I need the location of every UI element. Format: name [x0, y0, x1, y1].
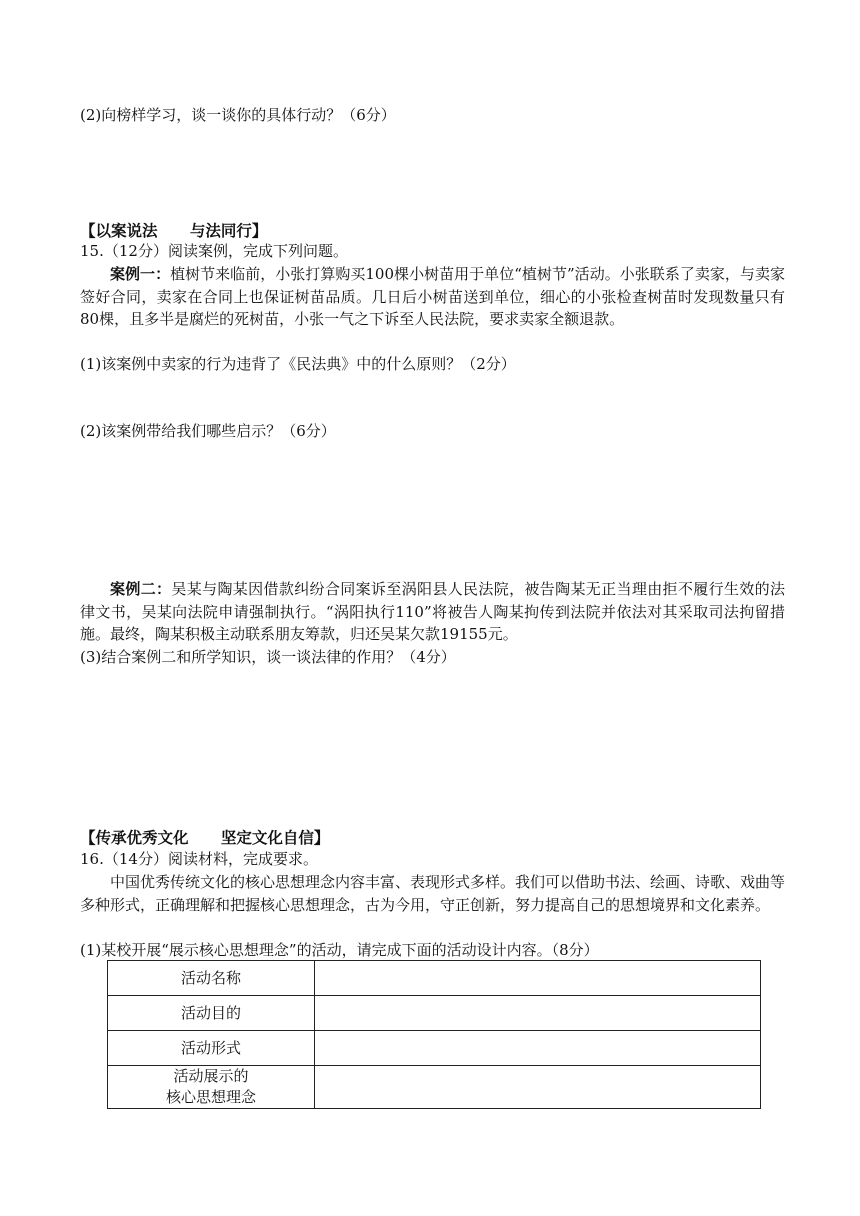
- case-2-text: [80, 578, 785, 646]
- section-heading-law: [80, 219, 267, 241]
- case-2-label: 案例二：: [110, 580, 172, 598]
- table-row: [108, 1031, 761, 1066]
- activity-purpose-label: 活动目的: [108, 996, 315, 1031]
- case-1-body: 植树节来临前，小张打算购买100棵小树苗用于单位“植树节”活动。小张联系了卖家，与卖家签好合同，卖家在合同上也保证树苗品质。几日后小树苗送到单位，细心的小张检查树苗时发现数量只有80棵，且多半是腐烂的死树苗，小张一气之下诉至人民法院，要求卖家全额退款。: [80, 265, 785, 328]
- activity-design-table: [107, 960, 761, 1109]
- core-concept-label: [108, 1066, 315, 1109]
- core-concept-label-line1: 活动展示的: [173, 1067, 249, 1085]
- question-16-material: 中国优秀传统文化的核心思想理念内容丰富、表现形式多样。我们可以借助书法、绘画、诗歌、戏曲等多种形式，正确理解和把握核心思想理念，古为今用，守正创新，努力提高自己的思想境界和文化素养。: [80, 873, 786, 914]
- section-heading-culture: [80, 826, 329, 848]
- question-15-stem: 15.（12分）阅读案例，完成下列问题。: [80, 242, 348, 260]
- activity-name-answer-cell[interactable]: [315, 961, 761, 996]
- question-16-stem: 16.（14分）阅读材料，完成要求。: [80, 850, 318, 868]
- activity-purpose-answer-cell[interactable]: [315, 996, 761, 1031]
- activity-form-answer-cell[interactable]: [315, 1031, 761, 1066]
- section-heading-culture-left: 【传承优秀文化: [80, 829, 189, 847]
- section-heading-culture-right: 坚定文化自信】: [220, 829, 330, 847]
- case-2-body: 吴某与陶某因借款纠纷合同案诉至涡阳县人民法院，被告陶某无正当理由拒不履行生效的法律文书，吴某向法院申请强制执行。“涡阳执行110”将被告人陶某拘传到法院并依法对其采取司法拘留措施。最终，陶某积极主动联系朋友筹款，归还吴某欠款19155元。: [80, 580, 785, 643]
- core-concept-label-line2: 核心思想理念: [165, 1088, 256, 1106]
- question-14-2: (2)向榜样学习，谈一谈你的具体行动？（6分）: [80, 106, 396, 124]
- core-concept-answer-cell[interactable]: [315, 1066, 761, 1109]
- case-1-label: 案例一：: [110, 265, 171, 283]
- activity-name-label: 活动名称: [108, 961, 315, 996]
- case-1-text: [80, 263, 785, 331]
- table-row: [108, 961, 761, 996]
- table-row: [108, 996, 761, 1031]
- question-15-1: (1)该案例中卖家的行为违背了《民法典》中的什么原则？（2分）: [80, 355, 516, 373]
- section-heading-law-left: 【以案说法: [80, 222, 158, 240]
- question-15-2: (2)该案例带给我们哪些启示？（6分）: [80, 422, 336, 440]
- question-16-1: (1)某校开展“展示核心思想理念”的活动，请完成下面的活动设计内容。（8分）: [80, 941, 599, 959]
- section-heading-law-right: 与法同行】: [189, 222, 268, 240]
- question-15-3: (3)结合案例二和所学知识，谈一谈法律的作用？（4分）: [80, 648, 456, 666]
- table-row: [108, 1066, 761, 1109]
- activity-form-label: 活动形式: [108, 1031, 315, 1066]
